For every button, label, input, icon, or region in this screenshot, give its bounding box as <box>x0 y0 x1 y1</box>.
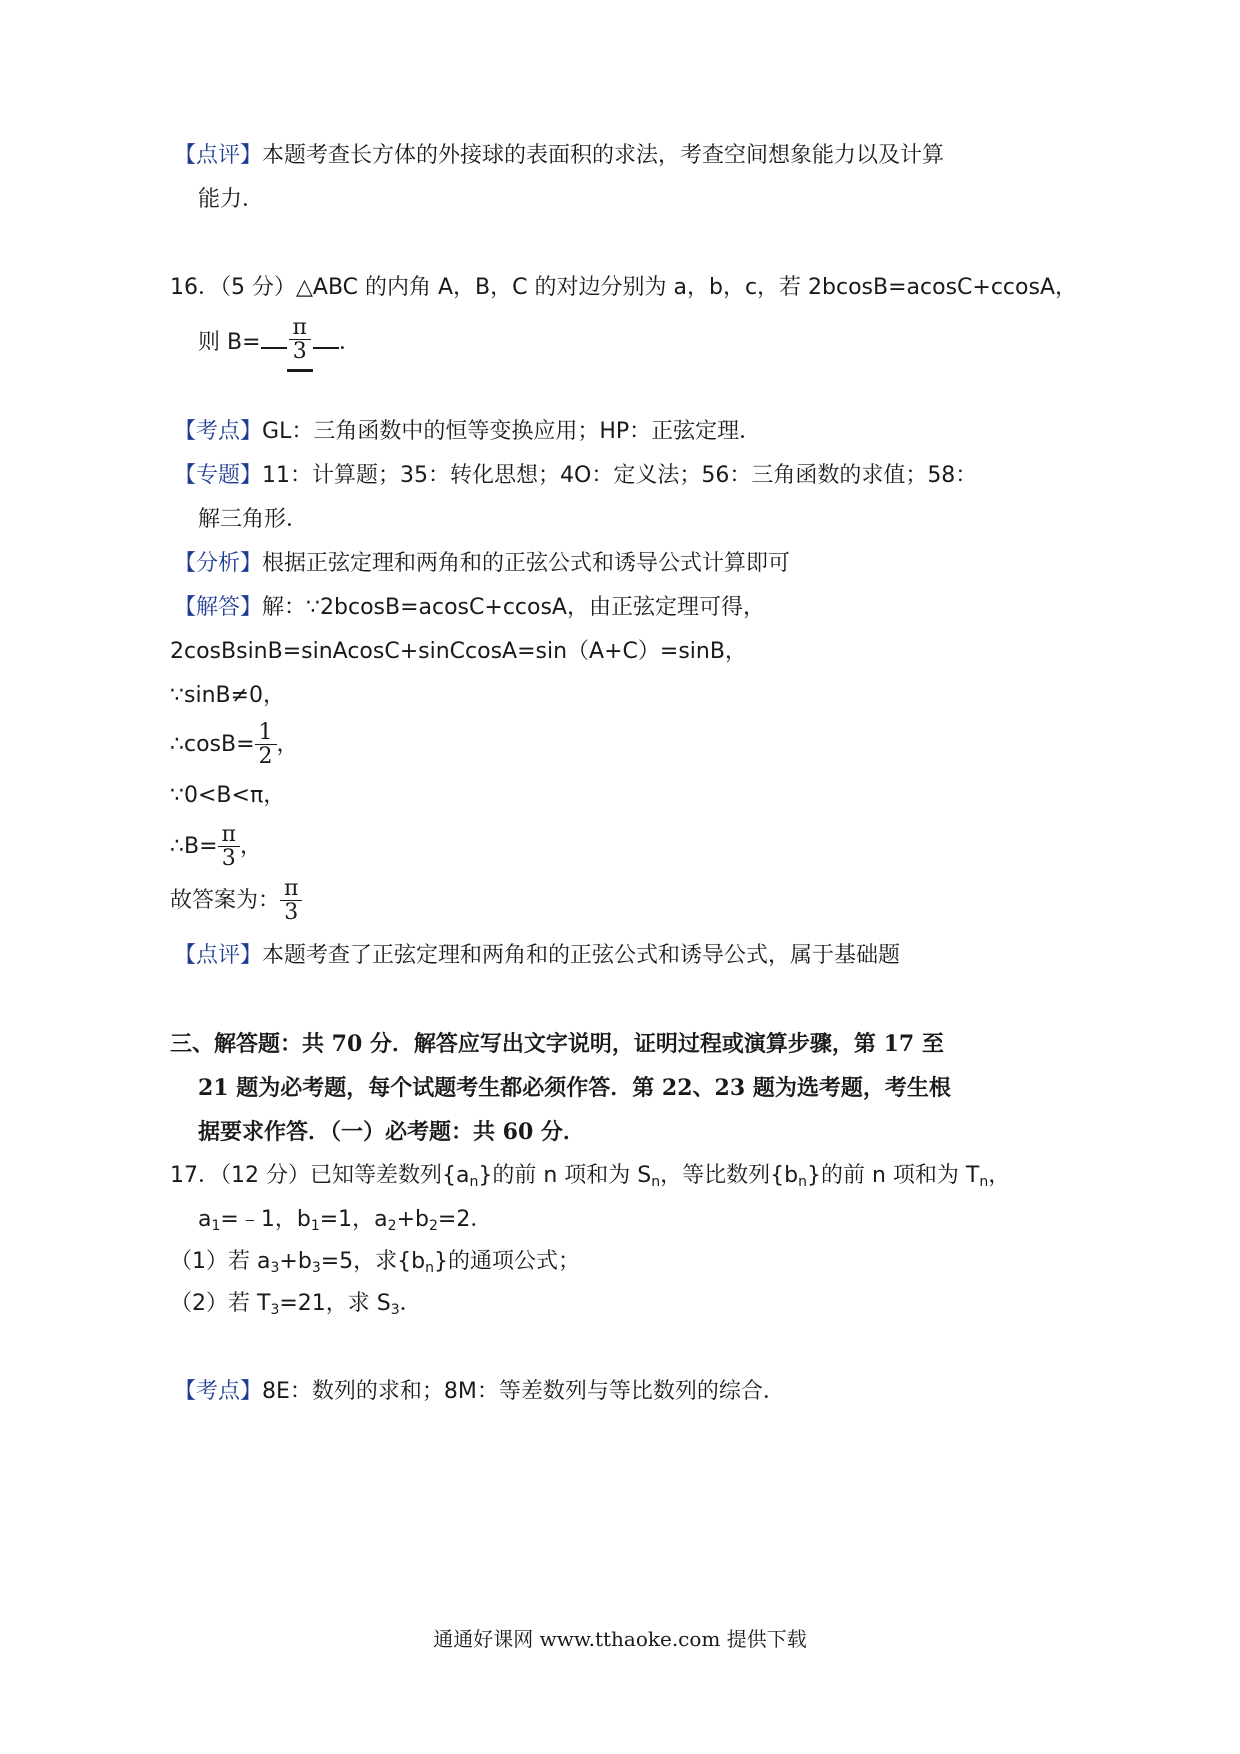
comment-line-2 <box>198 184 264 216</box>
fraction-numerator: π <box>221 822 236 847</box>
q17-text-c: ，等比数列{b <box>660 1163 799 1188</box>
question-17-line-2 <box>198 1204 492 1236</box>
dianping-tag: 【点评】 <box>174 943 263 968</box>
subscript-n: n <box>979 1174 989 1190</box>
solution-step-3-prefix: ∴cosB= <box>170 732 255 757</box>
question-16-prefix: 则 B= <box>198 330 261 355</box>
subscript-n: n <box>425 1260 435 1276</box>
question-17-part-1 <box>170 1246 580 1278</box>
answer-numerator: π <box>292 315 307 340</box>
q17-p1-a: （1）若 a <box>170 1249 271 1274</box>
answer-blank-left <box>261 333 287 349</box>
kaodian-text: GL：三角函数中的恒等变换应用；HP：正弦定理． <box>262 419 762 444</box>
section-3-text-2: 21 题为必考题，每个试题考生都必须作答．第 22、23 题为选考题，考生根 <box>198 1075 951 1101</box>
comment-text-2: 能力． <box>198 187 265 212</box>
subscript-3: 3 <box>390 1302 400 1318</box>
subscript-2: 2 <box>387 1218 397 1234</box>
question-17-line-1 <box>170 1160 1010 1192</box>
fenxi-line <box>174 548 790 580</box>
q17-p1-b: +b <box>279 1249 312 1274</box>
jieda-tag: 【解答】 <box>174 595 263 620</box>
final-answer-fraction <box>280 878 302 924</box>
solution-step-3 <box>170 720 299 770</box>
answer-denominator: 3 <box>289 339 311 363</box>
question-16-line-1 <box>170 272 1077 304</box>
fraction-numerator: 1 <box>258 720 273 745</box>
zhuanti-line <box>174 460 977 492</box>
section-3-text-1: 三、解答题：共 70 分．解答应写出文字说明，证明过程或演算步骤，第 17 至 <box>170 1031 944 1057</box>
kaodian-2-tag: 【考点】 <box>174 1379 263 1404</box>
q17-l2-e: =2． <box>437 1207 493 1232</box>
subscript-2: 2 <box>428 1218 438 1234</box>
solution-step-5 <box>170 822 262 872</box>
fraction-numerator: π <box>284 876 299 901</box>
fraction-denominator: 3 <box>218 846 240 870</box>
q17-l2-b: =﹣1，b <box>220 1207 311 1232</box>
q17-p2-a: （2）若 T <box>170 1291 271 1316</box>
q17-p1-c: =5，求{b <box>320 1249 426 1274</box>
q17-l2-d: +b <box>396 1207 429 1232</box>
solution-step-2-text: ∵sinB≠0， <box>170 683 286 708</box>
question-16-line-2 <box>198 314 361 372</box>
solution-step-2 <box>170 680 285 712</box>
question-17-part-2 <box>170 1288 422 1320</box>
subscript-n: n <box>469 1174 479 1190</box>
zhuanti-text-2: 解三角形． <box>198 507 309 532</box>
q17-text-d: }的前 n 项和为 T <box>806 1163 980 1188</box>
q17-text-e: ， <box>988 1163 1011 1188</box>
section-3-text-3: 据要求作答．（一）必考题：共 60 分． <box>198 1119 585 1145</box>
zhuanti-line-2 <box>198 504 308 536</box>
page-footer: 通通好课网 www.tthaoke.com 提供下载 <box>433 1627 807 1651</box>
solution-step-4 <box>170 780 285 812</box>
q17-p2-c: ． <box>399 1291 422 1316</box>
jieda-line <box>174 592 765 624</box>
section-3-heading-line-2 <box>198 1072 951 1104</box>
jieda-text: 解：∵2bcosB=acosC+ccosA，由正弦定理可得， <box>262 595 765 620</box>
final-answer-prefix: 故答案为： <box>170 888 281 913</box>
solution-step-1-text: 2cosBsinB=sinAcosC+sinCcosA=sin（A+C）=sinB， <box>170 639 747 664</box>
q17-text-b: }的前 n 项和为 S <box>478 1163 652 1188</box>
comment-line <box>174 140 944 172</box>
dianping-line <box>174 940 900 972</box>
solution-step-5-prefix: ∴B= <box>170 834 218 859</box>
section-3-heading-line-3 <box>198 1116 585 1148</box>
comment-tag: 【点评】 <box>174 143 263 168</box>
fraction-denominator: 2 <box>255 744 277 768</box>
q17-p1-d: }的通项公式； <box>434 1249 581 1274</box>
subscript-1: 1 <box>211 1218 221 1234</box>
subscript-3: 3 <box>270 1260 280 1276</box>
solution-step-4-text: ∵0<B<π， <box>170 783 286 808</box>
subscript-n: n <box>798 1174 807 1190</box>
subscript-3: 3 <box>270 1302 280 1318</box>
kaodian-2-text: 8E：数列的求和；8M：等差数列与等比数列的综合． <box>262 1379 785 1404</box>
question-16-suffix: ． <box>339 330 362 355</box>
fraction-pi-over-3 <box>218 824 240 870</box>
question-16-text: 16．（5 分）△ABC 的内角 A，B，C 的对边分别为 a，b，c，若 2bcosB=acosC+ccosA， <box>170 275 1077 300</box>
q17-text-a: 17．（12 分）已知等差数列{a <box>170 1163 470 1188</box>
subscript-1: 1 <box>310 1218 320 1234</box>
section-3-heading-line-1 <box>170 1028 944 1060</box>
kaodian-line <box>174 416 761 448</box>
final-answer-line <box>170 876 302 926</box>
solution-step-3-suffix: ， <box>276 732 299 757</box>
subscript-n: n <box>651 1174 661 1190</box>
kaodian-tag: 【考点】 <box>174 419 263 444</box>
fraction-denominator: 3 <box>280 900 302 924</box>
q17-p2-b: =21，求 S <box>279 1291 391 1316</box>
fenxi-text: 根据正弦定理和两角和的正弦公式和诱导公式计算即可 <box>262 551 791 576</box>
zhuanti-text: 11：计算题；35：转化思想；4O：定义法；56：三角函数的求值；58： <box>262 463 978 488</box>
solution-step-5-suffix: ， <box>240 834 263 859</box>
fenxi-tag: 【分析】 <box>174 551 263 576</box>
q17-l2-c: =1，a <box>319 1207 388 1232</box>
answer-fraction <box>287 314 313 372</box>
dianping-text: 本题考查了正弦定理和两角和的正弦公式和诱导公式，属于基础题 <box>262 943 901 968</box>
solution-step-1 <box>170 636 747 668</box>
q17-l2-a: a <box>198 1207 212 1232</box>
kaodian-2-line <box>174 1376 785 1408</box>
zhuanti-tag: 【专题】 <box>174 463 263 488</box>
subscript-3: 3 <box>311 1260 321 1276</box>
comment-text: 本题考查长方体的外接球的表面积的求法，考查空间想象能力以及计算 <box>262 143 945 168</box>
fraction-one-half <box>255 722 277 768</box>
answer-blank-right <box>313 333 339 349</box>
